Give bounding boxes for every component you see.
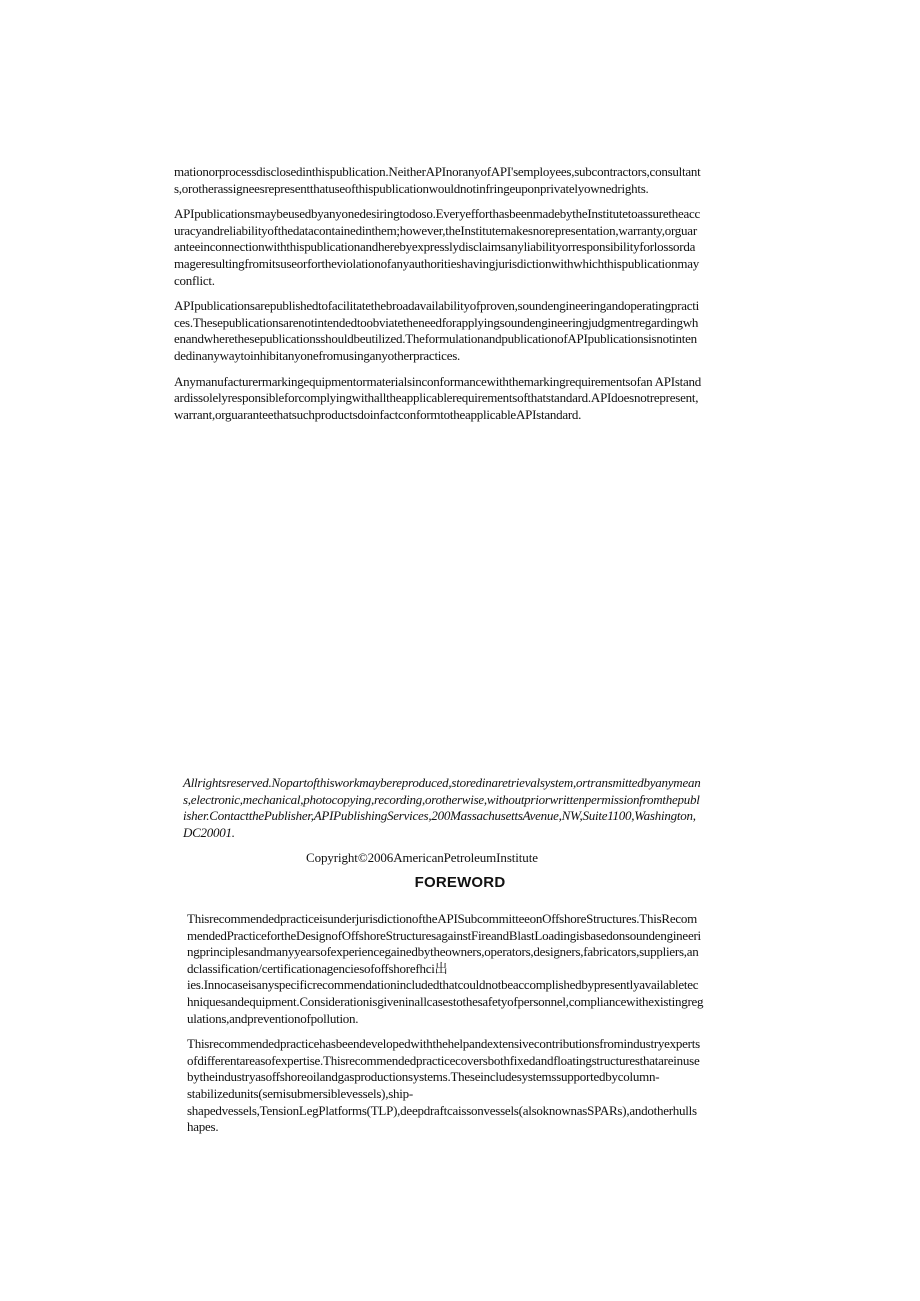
text-line: Allrightsreserved.Nopartofthisworkmaybereproduced,storedinaretrievalsystem,ortransmittedbyanymean xyxy=(183,775,701,790)
text-line: dclassification/certificationagenciesofoffshorefhci出 xyxy=(187,960,448,976)
text-line: hapes. xyxy=(187,1119,219,1135)
text-line: conflict. xyxy=(174,272,215,288)
text-line: ces.Thesepublicationsarenotintendedtoobviatetheneedforapplyingsoundengineeringjudgmentregardingwh xyxy=(174,314,699,330)
disclaimer-paragraph-2 xyxy=(174,206,800,289)
disclaimer-paragraph-4 xyxy=(174,374,800,424)
text-line: uracyandreliabilityofthedatacontainedinthem;however,theInstitutemakesnorepresentation,warranty,orguar xyxy=(174,222,697,238)
text-line: s,electronic,mechanical,photocopying,recording,orotherwise,withoutpriorwrittenpermissionfromthepubl xyxy=(183,791,700,807)
text-line: ThisrecommendedpracticeisunderjurisdictionoftheAPISubcommitteeonOffshoreStructures.ThisRecom xyxy=(187,911,697,926)
text-line: ardissolelyresponsibleforcomplyingwithalltheapplicablerequirementsofthatstandard.APIdoesnotrepresent, xyxy=(174,390,699,406)
text-line: warrant,orguaranteethatsuchproductsdoinfactconformtotheapplicableAPIstandard. xyxy=(174,406,582,422)
disclaimer-paragraph-3 xyxy=(174,298,800,364)
disclaimer-section xyxy=(174,164,800,432)
text-line: Anymanufacturermarkingequipmentormaterialsinconformancewiththemarkingrequirementsofan APIstand xyxy=(174,373,702,389)
text-line: mageresultingfromitsuseorfortheviolationofanyauthoritieshavingjurisdictionwithwhichthispublicationmay xyxy=(174,255,699,271)
copyright-line: Copyright©2006AmericanPetroleumInstitute xyxy=(306,850,538,865)
text-line: isher.ContactthePublisher,APIPublishingServices,200MassachusettsAvenue,NW,Suite1100,Washington, xyxy=(183,808,696,824)
text-line: ofdifferentareasofexpertise.Thisrecommendedpracticecoversbothfixedandfloatingstructuresthatareinuse xyxy=(187,1052,700,1068)
text-line: mationorprocessdisclosedinthispublication.NeitherAPInoranyofAPI'semployees,subcontractors,consultant xyxy=(174,164,701,179)
text-line: anteeinconnectionwiththispublicationandherebyexpresslydisclaimsanyliabilityorresponsibilityforlossorda xyxy=(174,239,696,255)
text-line: DC20001. xyxy=(183,824,235,840)
text-line: dedinanywaytoinhibitanyonefromusinganyotherpractices. xyxy=(174,347,461,363)
text-line: ies.Innocaseisanyspecificrecommendationincludedthatcouldnotbeaccomplishedbypresentlyavailabletec xyxy=(187,977,699,993)
text-line: bytheindustryasoffshoreoilandgasproductionsystems.Theseincludesystemssupportedbycolumn- xyxy=(187,1069,660,1085)
text-line: shapedvessels,TensionLegPlatforms(TLP),deepdraftcaissonvessels(alsoknownasSPARs),andotherhulls xyxy=(187,1102,697,1118)
foreword-paragraph-2 xyxy=(187,1036,802,1136)
foreword-section xyxy=(187,911,802,1145)
rights-notice xyxy=(183,775,803,841)
foreword-paragraph-1 xyxy=(187,911,802,1027)
text-line: enandwherethesepublicationsshouldbeutilized.TheformulationandpublicationofAPIpublicationsisnotinten xyxy=(174,331,697,347)
foreword-title: FOREWORD xyxy=(414,874,506,891)
disclaimer-paragraph-1 xyxy=(174,164,800,197)
text-line: ulations,andpreventionofpollution. xyxy=(187,1010,359,1026)
text-line: stabilizedunits(semisubmersiblevessels),ship- xyxy=(187,1085,413,1101)
text-line: s,orotherassigneesrepresentthatuseofthispublicationwouldnotinfringeuponprivatelyownedrights. xyxy=(174,180,649,196)
text-line: APIpublicationsarepublishedtofacilitatethebroadavailabilityofproven,soundengineeringandoperatingpracti xyxy=(174,298,700,314)
text-line: mendedPracticefortheDesignofOffshoreStructuresagainstFireandBlastLoadingisbasedonsoundengineeri xyxy=(187,927,701,943)
text-line: APIpublicationsmaybeusedbyanyonedesiringtodoso.EveryefforthasbeenmadebytheInstitutetoassuretheacc xyxy=(174,206,701,222)
text-line: ngprinciplesandmanyyearsofexperiencegainedbytheowners,operators,designers,fabricators,suppliers,an xyxy=(187,944,699,960)
text-line: Thisrecommendedpracticehasbeendevelopedwiththehelpandextensivecontributionsfromindustryexperts xyxy=(187,1036,700,1052)
text-line: hniquesandequipment.Considerationisgiveninallcasestothesafetyofpersonnel,compliancewithexistingreg xyxy=(187,993,704,1009)
